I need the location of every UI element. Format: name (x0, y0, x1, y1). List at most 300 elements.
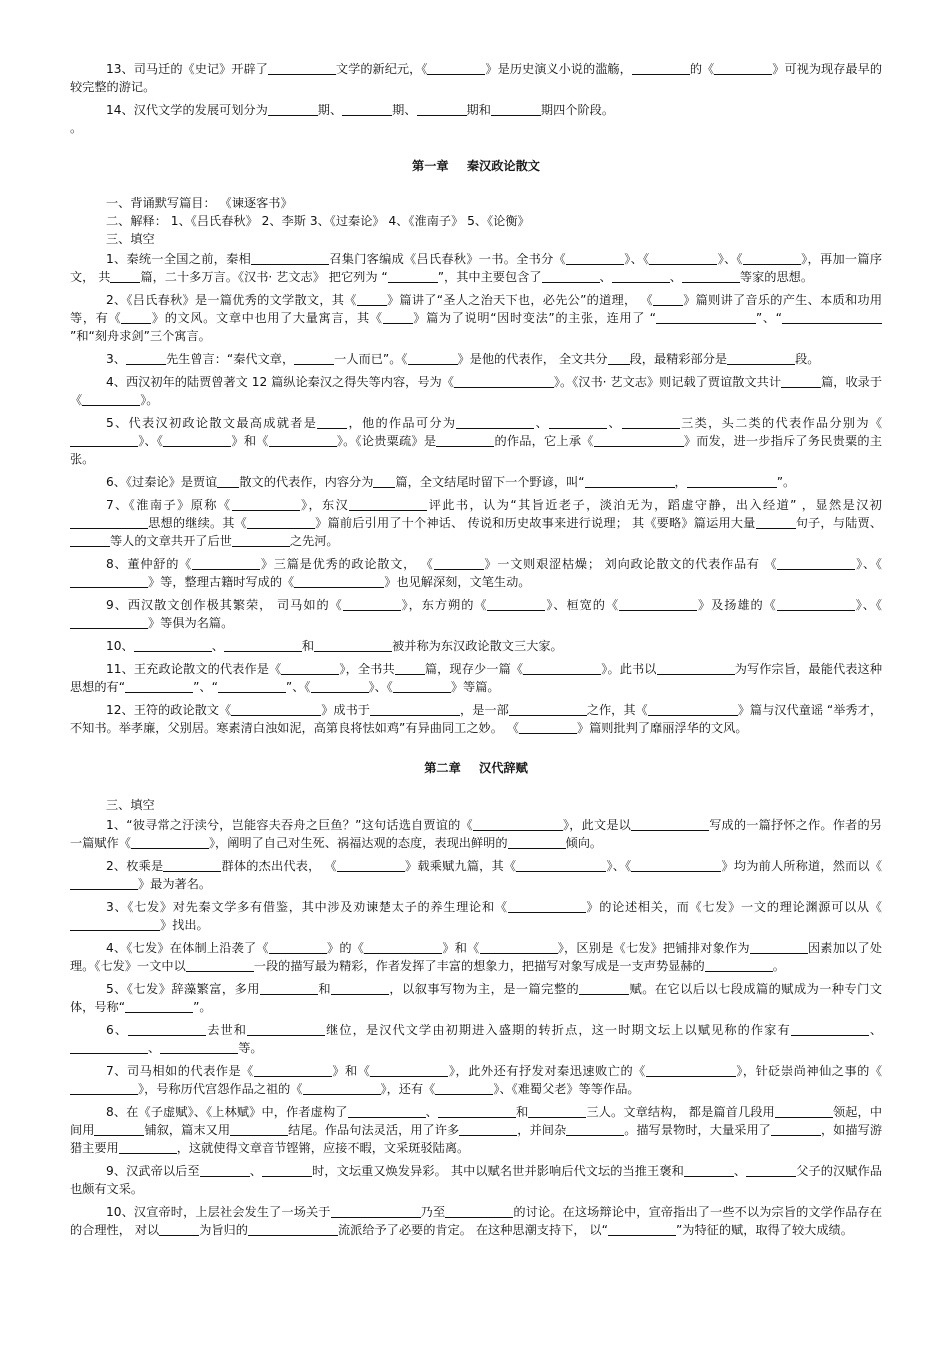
answer-blank[interactable] (608, 352, 630, 365)
answer-blank[interactable] (160, 1041, 238, 1054)
answer-blank[interactable] (771, 1123, 821, 1136)
question-text: ， (674, 475, 687, 489)
answer-blank[interactable] (134, 639, 212, 652)
question-text: 之作，其《 (586, 703, 648, 717)
question-1-7 (70, 496, 882, 550)
answer-blank[interactable] (487, 598, 545, 611)
question-text: 》。 (140, 393, 159, 407)
question-text: 、 (669, 270, 682, 284)
answer-blank[interactable] (314, 639, 392, 652)
answer-blank[interactable] (232, 534, 290, 547)
answer-blank[interactable] (516, 859, 606, 872)
answer-blank[interactable] (585, 475, 675, 488)
question-text: 7、《淮南子》原称《 (106, 498, 232, 512)
answer-blank[interactable] (549, 416, 607, 429)
question-text: 8、在《子虚赋》、《上林赋》中，作者虚构了 (106, 1105, 348, 1119)
question-text: 10、 (106, 639, 134, 653)
question-text: 》、《 (138, 434, 164, 448)
question-text: 思想的继续。其《 (148, 516, 248, 530)
question-intro-14 (70, 101, 882, 119)
answer-blank[interactable] (331, 982, 389, 995)
question-1-6 (70, 473, 882, 491)
question-text: 》，再加一篇序文， 共 (70, 252, 883, 284)
question-text: 段，最精彩部分是 (629, 352, 728, 366)
answer-blank[interactable] (281, 662, 339, 675)
question-text: 为写作宗旨，最能代表这种思想的有“ (70, 662, 883, 694)
answer-blank[interactable] (631, 818, 709, 831)
answer-blank[interactable] (294, 352, 334, 365)
question-text: ”，其中主要包含了 (437, 270, 542, 284)
answer-blank[interactable] (70, 1082, 138, 1095)
answer-blank[interactable] (82, 393, 140, 406)
answer-blank[interactable] (622, 416, 680, 429)
answer-blank[interactable] (508, 900, 586, 913)
question-text: 8、董仲舒的《 (106, 557, 193, 571)
question-text: 1、秦统一全国之前，秦相 (106, 252, 252, 266)
question-text: 篇，收录于《 (70, 375, 883, 407)
answer-blank[interactable] (373, 475, 395, 488)
question-2-4 (70, 939, 882, 975)
question-text: 13、司马迁的《史记》开辟了 (106, 62, 268, 76)
answer-blank[interactable] (192, 557, 260, 570)
question-text: 》是历史演义小说的滥觞， (485, 62, 632, 76)
answer-blank[interactable] (294, 575, 384, 588)
answer-blank[interactable] (254, 1064, 332, 1077)
answer-blank[interactable] (473, 818, 563, 831)
answer-blank[interactable] (656, 311, 756, 324)
answer-blank[interactable] (251, 252, 329, 265)
question-text: 》均为前人所称道，然而以《 (721, 859, 883, 873)
answer-blank[interactable] (705, 959, 773, 972)
answer-blank[interactable] (653, 293, 683, 306)
answer-blank[interactable] (746, 1164, 796, 1177)
answer-blank[interactable] (94, 1123, 144, 1136)
answer-blank[interactable] (224, 639, 302, 652)
question-2-5 (70, 980, 882, 1016)
answer-blank[interactable] (523, 662, 601, 675)
question-text: 2、《吕氏春秋》是一篇优秀的文学散文，其《 (106, 293, 357, 307)
question-text: 、 (249, 1164, 262, 1178)
answer-blank[interactable] (70, 434, 138, 447)
answer-blank[interactable] (594, 434, 684, 447)
question-text: 等。 (238, 1041, 263, 1055)
question-text: 和 (515, 1105, 529, 1119)
answer-blank[interactable] (159, 1223, 199, 1236)
answer-blank[interactable] (231, 703, 321, 716)
question-text: 文学的新纪元，《 (335, 62, 428, 76)
question-text: 》可视为现存最早的较完整的游记。 (70, 62, 883, 94)
answer-blank[interactable] (70, 534, 110, 547)
question-text: 》，此文是以 (562, 818, 632, 832)
question-text: 领起，中间用 (70, 1105, 883, 1137)
question-text: 4、《七发》在体制上沿袭了《 (106, 941, 269, 955)
question-text: 、 (534, 416, 550, 430)
answer-blank[interactable] (70, 516, 148, 529)
answer-blank[interactable] (370, 1064, 448, 1077)
answer-blank[interactable] (454, 375, 554, 388)
question-text: ”、《 (285, 680, 311, 694)
question-text: 继位，是汉代文学由初期进入盛期的转折点，这一时期文坛上以赋见称的作家有 (325, 1023, 791, 1037)
answer-blank[interactable] (782, 311, 882, 324)
answer-blank[interactable] (131, 836, 209, 849)
answer-blank[interactable] (566, 1123, 624, 1136)
question-text: 》篇前后引用了十个神话、 传说和历史故事来进行说理； 其《要略》篇运用大量 (315, 516, 756, 530)
question-text: 》篇为了说明“因时变法”的主张，连用了 “ (412, 311, 656, 325)
answer-blank[interactable] (791, 1023, 869, 1036)
question-text: 之先河。 (289, 534, 339, 548)
question-text: 》。此书以 (601, 662, 657, 676)
answer-blank[interactable] (110, 270, 140, 283)
question-text: 倾向。 (565, 836, 603, 850)
question-1-11 (70, 660, 882, 696)
question-text: 散文的代表作，内容分为 (239, 475, 374, 489)
question-text: 。 (772, 959, 785, 973)
answer-blank[interactable] (566, 252, 624, 265)
question-text: 召集门客编成《吕氏春秋》一书。全书分《 (329, 252, 566, 266)
question-2-7 (70, 1062, 882, 1098)
question-text: 的《 (689, 62, 715, 76)
section-explain: 二、解释： 1、《吕氏春秋》 2、李斯 3、《过秦论》 4、《淮南子》 5、《论衡》 (106, 214, 530, 228)
question-text: 》成书于 (321, 703, 370, 717)
question-text: 》，还有《 (380, 1082, 436, 1096)
answer-blank[interactable] (619, 598, 697, 611)
answer-blank[interactable] (343, 598, 401, 611)
question-text: 4、西汉初年的陆贾曾著文 12 篇纵论秦汉之得失等内容，号为《 (106, 375, 454, 389)
question-text: 》，东汉 (299, 498, 350, 512)
question-text: ，如描写游猎主要用 (70, 1123, 883, 1155)
question-text: 》，全书共 (339, 662, 395, 676)
question-text: 》载乘赋九篇，其《 (404, 859, 517, 873)
question-text: ，以叙事写物为主，是一篇完整的 (388, 982, 580, 996)
question-1-4 (70, 373, 882, 409)
answer-blank[interactable] (70, 918, 160, 931)
question-text: 三人。文章结构， 都是篇首几段用 (586, 1105, 775, 1119)
answer-blank[interactable] (408, 352, 458, 365)
question-text: 2、枚乘是 (106, 859, 164, 873)
question-text: 5、《七发》辞藻繁富，多用 (106, 982, 260, 996)
question-text: 因素加以了处理。《七发》一文中以 (70, 941, 883, 973)
question-text: ，他的作品可分为 (347, 416, 457, 430)
question-text: 》、《 (717, 252, 743, 266)
answer-blank[interactable] (348, 1105, 426, 1118)
answer-blank[interactable] (393, 680, 451, 693)
answer-blank[interactable] (218, 680, 286, 693)
question-text: 一人而已”。《 (334, 352, 408, 366)
question-text: 》，号称历代宫怨作品之祖的《 (138, 1082, 303, 1096)
answer-blank[interactable] (427, 62, 485, 75)
answer-blank[interactable] (542, 270, 600, 283)
question-text: 篇，现存少一篇《 (424, 662, 524, 676)
question-text: ”。 (776, 475, 796, 489)
answer-blank[interactable] (357, 293, 387, 306)
answer-blank[interactable] (649, 252, 717, 265)
stray-period: 。 (70, 121, 83, 135)
answer-blank[interactable] (528, 1105, 586, 1118)
question-text: 》而发，进一步指斥了务民贵粟的主张。 (70, 434, 883, 466)
question-text: 》最为著名。 (138, 877, 212, 891)
answer-blank[interactable] (435, 1082, 493, 1095)
answer-blank[interactable] (200, 1164, 250, 1177)
answer-blank[interactable] (269, 941, 327, 954)
answer-blank[interactable] (260, 982, 318, 995)
question-1-3 (70, 350, 882, 368)
answer-blank[interactable] (456, 416, 534, 429)
question-text: 去世和 (206, 1023, 248, 1037)
question-text: 》、《难蜀父老》等等作品。 (493, 1082, 640, 1096)
answer-blank[interactable] (349, 498, 427, 511)
question-text: 》的论述相关，而《七发》一文的理论渊源可以从《 (585, 900, 882, 914)
question-text: 、 (211, 639, 224, 653)
question-text: 》和《 (231, 434, 269, 448)
answer-blank[interactable] (727, 352, 795, 365)
question-text: 、 (607, 416, 622, 430)
answer-blank[interactable] (125, 680, 193, 693)
answer-blank[interactable] (491, 103, 541, 116)
question-text: 》。《论贵粟疏》是 (336, 434, 437, 448)
question-text: 6、《过秦论》是贾谊 (106, 475, 218, 489)
answer-blank[interactable] (70, 877, 138, 890)
question-1-12 (70, 701, 882, 737)
question-1-5 (70, 414, 882, 468)
answer-blank[interactable] (459, 1123, 517, 1136)
question-text: 》等俱为名篇。 (148, 616, 234, 630)
answer-blank[interactable] (417, 103, 467, 116)
question-text: 9、西汉散文创作极其繁荣， 司马如的《 (106, 598, 343, 612)
section-fill-2: 三、填空 (106, 798, 155, 812)
question-text: 一段的描写最为精彩，作者发挥了丰富的想象力，把描写对象写成是一支声势显赫的 (253, 959, 705, 973)
question-text: 3、《七发》对先秦文学多有借鉴，其中涉及劝谏楚太子的养生理论和《 (106, 900, 508, 914)
answer-blank[interactable] (775, 1105, 833, 1118)
question-text: 》和《 (442, 941, 480, 955)
question-text: 乃至 (420, 1205, 446, 1219)
question-text: 11、王充政论散文的代表作是《 (106, 662, 282, 676)
answer-blank[interactable] (119, 1141, 177, 1154)
question-text: 》篇则讲了音乐的产生、本质和功用等，有《 (70, 293, 883, 325)
question-text: 先生曾言：“秦代文章， (165, 352, 295, 366)
answer-blank[interactable] (342, 103, 392, 116)
question-text: 》等，整理古籍时写成的《 (148, 575, 295, 589)
answer-blank[interactable] (608, 1223, 676, 1236)
answer-blank[interactable] (657, 662, 735, 675)
question-text: 写成的一篇抒怀之作。作者的另一篇赋作《 (70, 818, 882, 850)
question-text: 句子，与陆贾、 (795, 516, 883, 530)
question-text: ，是一部 (460, 703, 509, 717)
answer-blank[interactable] (70, 575, 148, 588)
answer-blank[interactable] (383, 311, 413, 324)
question-text: 被并称为东汉政论散文三大家。 (392, 639, 563, 653)
answer-blank[interactable] (781, 375, 821, 388)
question-text: 9、汉武帝以后至 (106, 1164, 200, 1178)
question-text: 评此书，认为“其旨近老子，淡泊无为，蹈虚守静，出入经道” ，显然是汉初 (427, 498, 882, 512)
question-text: 赋。在它以后以七段成篇的赋成为一种专门文体，号称“ (70, 982, 883, 1014)
answer-blank[interactable] (714, 62, 772, 75)
question-text: 》。《汉书· 艺文志》则记载了贾谊散文共计 (553, 375, 782, 389)
question-text: 、 (733, 1164, 747, 1178)
answer-blank[interactable] (519, 721, 577, 734)
answer-blank[interactable] (163, 434, 231, 447)
answer-blank[interactable] (777, 598, 855, 611)
question-text: 群体的杰出代表， 《 (221, 859, 337, 873)
answer-blank[interactable] (445, 1205, 513, 1218)
question-2-1 (70, 816, 882, 852)
question-text: 、 (599, 270, 612, 284)
question-text: 篇，二十多万言。《汉书· 艺文志》 把它列为 “ (140, 270, 388, 284)
question-text: 12、王符的政论散文《 (106, 703, 232, 717)
answer-blank[interactable] (247, 1023, 325, 1036)
answer-blank[interactable] (163, 859, 221, 872)
answer-blank[interactable] (750, 941, 808, 954)
answer-blank[interactable] (317, 416, 347, 429)
question-2-6 (70, 1021, 882, 1057)
answer-blank[interactable] (438, 1105, 516, 1118)
answer-blank[interactable] (743, 252, 801, 265)
answer-blank[interactable] (70, 616, 148, 629)
answer-blank[interactable] (612, 270, 670, 283)
answer-blank[interactable] (632, 62, 690, 75)
question-1-2 (70, 291, 882, 345)
question-text: 。描写景物时，大量采用了 (624, 1123, 771, 1137)
question-text: 》三篇是优秀的政论散文， 《 (260, 557, 434, 571)
question-text: 》、《 (854, 598, 882, 612)
question-text: 》、《 (368, 680, 393, 694)
section-fill: 三、填空 (106, 232, 155, 246)
answer-blank[interactable] (232, 498, 300, 511)
question-text: 》，区别是《七发》把铺排对象作为 (557, 941, 750, 955)
chapter-2-title: 第二章 汉代辞赋 (424, 761, 528, 775)
answer-blank[interactable] (186, 959, 254, 972)
question-text: 父子的汉赋作品也颇有文采。 (70, 1164, 883, 1196)
question-text: 和 (317, 982, 331, 996)
answer-blank[interactable] (268, 62, 336, 75)
question-text: 》，阐明了自己对生死、祸福达观的态度，表现出鲜明的 (208, 836, 508, 850)
question-text: 1、“彼寻常之汙渎兮，岂能容夫吞舟之巨鱼？”这句话选自贾谊的《 (106, 818, 473, 832)
question-text: 》一文则艰涩枯燥； 刘向政论散文的代表作品有 《 (483, 557, 778, 571)
answer-blank[interactable] (756, 516, 796, 529)
question-text: 期、 (392, 103, 417, 117)
question-text: 和 (301, 639, 315, 653)
question-text: 铺叙，篇末又用 (144, 1123, 231, 1137)
answer-blank[interactable] (268, 103, 318, 116)
answer-blank[interactable] (395, 662, 425, 675)
answer-blank[interactable] (217, 475, 239, 488)
question-text: 》等篇。 (450, 680, 500, 694)
question-text: 》篇与汉代童谣 “举秀才，不知书。举孝廉，父别居。寒素清白浊如泥，高第良将怯如鸡”有异曲同工之妙。 《 (70, 703, 883, 735)
question-text: 等人的文章共开了后世 (110, 534, 232, 548)
answer-blank[interactable] (311, 680, 369, 693)
question-text: 》，此外还有抒发对秦迅速败亡的《 (448, 1064, 646, 1078)
question-text: 》、桓宽的《 (545, 598, 620, 612)
question-text: 期和 (466, 103, 491, 117)
answer-blank[interactable] (631, 859, 721, 872)
question-text: 》的文风。文章中也用了大量寓言，其《 (151, 311, 383, 325)
answer-blank[interactable] (684, 1164, 734, 1177)
question-text: 6、 (106, 1023, 129, 1037)
answer-blank[interactable] (121, 311, 151, 324)
answer-blank[interactable] (579, 982, 629, 995)
question-text: 》也见解深刻，文笔生动。 (384, 575, 531, 589)
question-text: 段。 (795, 352, 820, 366)
question-text: 期、 (317, 103, 343, 117)
answer-blank[interactable] (269, 434, 337, 447)
question-text: 篇，全文结尾时留下一个野谚，叫“ (395, 475, 585, 489)
question-2-10 (70, 1203, 882, 1239)
answer-blank[interactable] (247, 516, 315, 529)
question-text: 、 (148, 1041, 161, 1055)
question-text: 14、汉代文学的发展可划分为 (106, 103, 268, 117)
question-text: 》及扬雄的《 (697, 598, 777, 612)
answer-blank[interactable] (687, 475, 777, 488)
answer-blank[interactable] (303, 1082, 381, 1095)
question-text: 》篇讲了“圣人之治天下也，必先公”的道理， 《 (386, 293, 653, 307)
answer-blank[interactable] (331, 1205, 421, 1218)
question-text: 结尾。作品句法灵活，用了许多 (288, 1123, 460, 1137)
answer-blank[interactable] (262, 1164, 312, 1177)
question-text: 等家的思想。 (739, 270, 814, 284)
question-text: 》、《 (624, 252, 650, 266)
question-text: 、 (868, 1023, 883, 1037)
answer-blank[interactable] (508, 836, 566, 849)
question-text: ，并间杂 (517, 1123, 567, 1137)
question-text: 三类，头二类的代表作品分别为《 (679, 416, 883, 430)
answer-blank[interactable] (125, 1000, 193, 1013)
question-text: 10、汉宣帝时，上层社会发生了一场关于 (106, 1205, 331, 1219)
question-text: 7、司马相如的代表作是《 (106, 1064, 254, 1078)
answer-blank[interactable] (509, 703, 587, 716)
answer-blank[interactable] (230, 1123, 288, 1136)
question-1-9 (70, 596, 882, 632)
question-text: 》、《 (855, 557, 882, 571)
answer-blank[interactable] (646, 1064, 736, 1077)
question-text: 期四个阶段。 (540, 103, 615, 117)
question-text: 》，针砭崇尚神仙之事的《 (735, 1064, 883, 1078)
question-text: 3、 (106, 352, 126, 366)
answer-blank[interactable] (248, 1223, 338, 1236)
answer-blank[interactable] (388, 270, 438, 283)
question-text: 流派给予了必要的肯定。 在这种思潮支持下， 以“ (337, 1223, 608, 1237)
question-text: 为旨归的 (199, 1223, 248, 1237)
question-intro-13 (70, 60, 882, 96)
answer-blank[interactable] (436, 434, 494, 447)
answer-blank[interactable] (648, 703, 738, 716)
answer-blank[interactable] (128, 1023, 206, 1036)
document-page (70, 60, 882, 1244)
question-1-1 (70, 250, 882, 286)
question-text: 》的《 (326, 941, 365, 955)
question-2-9 (70, 1162, 882, 1198)
question-text: 》和《 (331, 1064, 371, 1078)
question-2-2 (70, 857, 882, 893)
question-text: 》找出。 (160, 918, 209, 932)
answer-blank[interactable] (777, 557, 855, 570)
question-text: 的讨论。在这场辩论中，宣帝指出了一些不以为宗旨的文学作品存在的合理性， 对以 (70, 1205, 883, 1237)
question-text: ”、“ (193, 680, 218, 694)
answer-blank[interactable] (480, 941, 558, 954)
question-text: 的作品，它上承《 (494, 434, 594, 448)
answer-blank[interactable] (126, 352, 166, 365)
question-text: ”。 (193, 1000, 212, 1014)
answer-blank[interactable] (370, 703, 460, 716)
question-1-8 (70, 555, 882, 591)
question-text: 时，文坛重又焕发异彩。 其中以赋名世并影响后代文坛的当推王褒和 (312, 1164, 684, 1178)
answer-blank[interactable] (364, 941, 442, 954)
question-text: 》是他的代表作， 全文共分 (457, 352, 608, 366)
answer-blank[interactable] (682, 270, 740, 283)
question-1-10 (70, 637, 882, 655)
answer-blank[interactable] (70, 1041, 148, 1054)
answer-blank[interactable] (434, 557, 484, 570)
question-text: 5、代表汉初政论散文最高成就者是 (106, 416, 318, 430)
answer-blank[interactable] (337, 859, 405, 872)
